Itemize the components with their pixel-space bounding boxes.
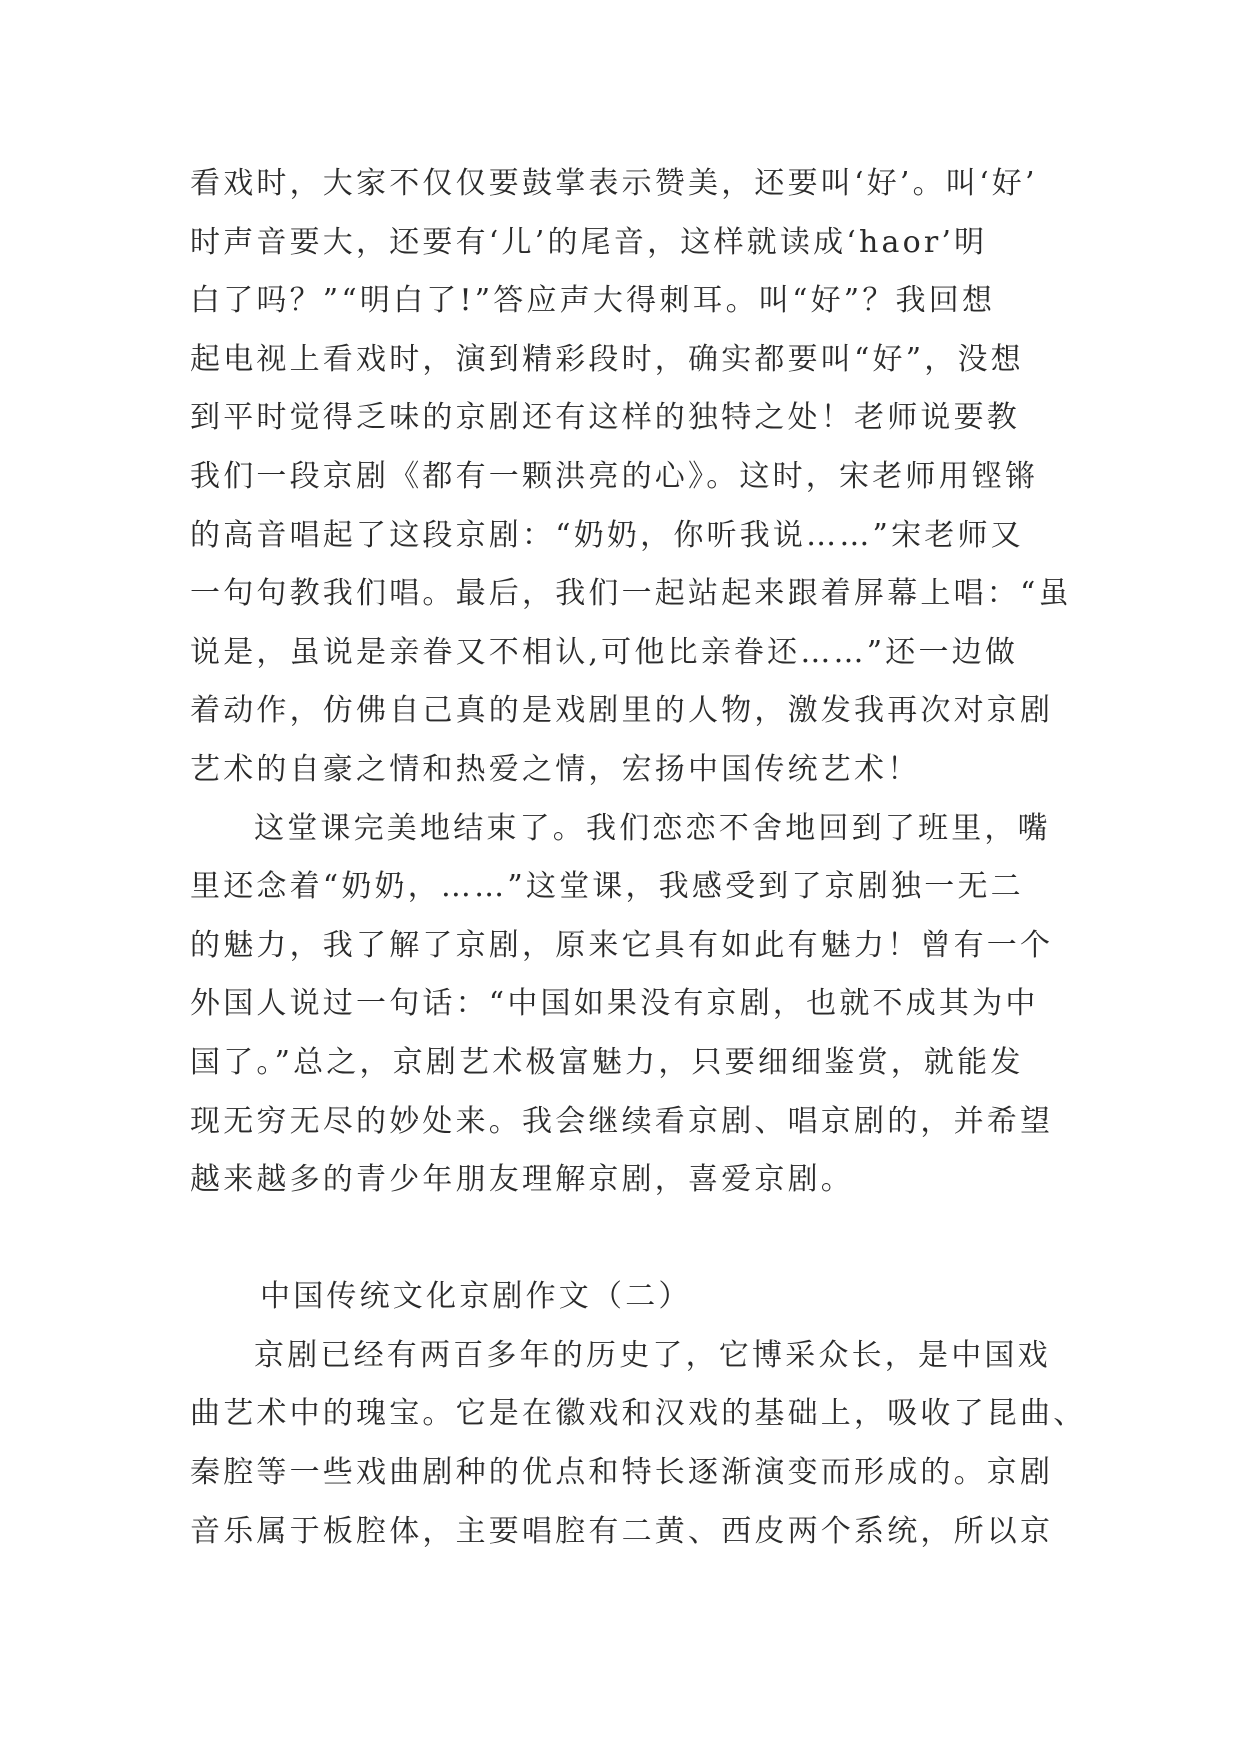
paragraph-2 bbox=[190, 800, 1054, 1210]
paragraph-line: 京剧已经有两百多年的历史了，它博采众长，是中国戏 bbox=[254, 1337, 1051, 1373]
paragraph-line: 看戏时，大家不仅仅要鼓掌表示赞美，还要叫‘好’。叫‘好’ bbox=[190, 166, 1038, 201]
paragraph-line: 音乐属于板腔体，主要唱腔有二黄、西皮两个系统，所以京 bbox=[190, 1513, 1054, 1549]
paragraph-line: 时声音要大，还要有‘儿’的尾音，这样就读成‘haor’明 bbox=[190, 224, 988, 260]
paragraph-line: 现无穷无尽的妙处来。我会继续看京剧、唱京剧的，并希望 bbox=[190, 1103, 1054, 1139]
paragraph-line: 说是，虽说是亲眷又不相认,可他比亲眷还……”还一边做 bbox=[190, 634, 1019, 670]
paragraph-3 bbox=[190, 1327, 1087, 1561]
paragraph-line: 艺术的自豪之情和热爱之情，宏扬中国传统艺术！ bbox=[190, 751, 921, 787]
document-body bbox=[190, 155, 1087, 1561]
paragraph-line: 这堂课完美地结束了。我们恋恋不舍地回到了班里，嘴 bbox=[254, 810, 1051, 846]
paragraph-line: 外国人说过一句话：“中国如果没有京剧，也就不成其为中 bbox=[190, 986, 1039, 1022]
paragraph-line: 白了吗？”“明白了!”答应声大得刺耳。叫“好”？我回想 bbox=[190, 283, 996, 319]
paragraph-line: 曲艺术中的瑰宝。它是在徽戏和汉戏的基础上，吸收了昆曲、 bbox=[190, 1396, 1087, 1432]
paragraph-gap bbox=[190, 1210, 1050, 1269]
paragraph-line: 国了。”总之，京剧艺术极富魅力，只要细细鉴赏，就能发 bbox=[190, 1044, 1024, 1080]
paragraph-line: 里还念着“奶奶，……”这堂课，我感受到了京剧独一无二 bbox=[190, 869, 1024, 905]
paragraph-line: 起电视上看戏时，演到精彩段时，确实都要叫“好”，没想 bbox=[190, 341, 1024, 377]
paragraph-line: 的魅力，我了解了京剧，原来它具有如此有魅力！曾有一个 bbox=[190, 927, 1054, 963]
paragraph-line: 一句句教我们唱。最后，我们一起站起来跟着屏幕上唱：“虽 bbox=[190, 576, 1072, 612]
paragraph-line: 越来越多的青少年朋友理解京剧，喜爱京剧。 bbox=[190, 1162, 854, 1198]
paragraph-line: 到平时觉得乏味的京剧还有这样的独特之处！老师说要教 bbox=[190, 400, 1020, 436]
section-heading: 中国传统文化京剧作文（二） bbox=[260, 1279, 692, 1315]
paragraph-line: 我们一段京剧《都有一颗洪亮的心》。这时，宋老师用铿锵 bbox=[190, 458, 1039, 494]
paragraph-1 bbox=[190, 155, 1072, 800]
paragraph-line: 的高音唱起了这段京剧：“奶奶，你听我说……”宋老师又 bbox=[190, 517, 1024, 553]
paragraph-line: 秦腔等一些戏曲剧种的优点和特长逐渐演变而形成的。京剧 bbox=[190, 1455, 1054, 1491]
paragraph-line: 着动作，仿佛自己真的是戏剧里的人物，激发我再次对京剧 bbox=[190, 693, 1054, 729]
